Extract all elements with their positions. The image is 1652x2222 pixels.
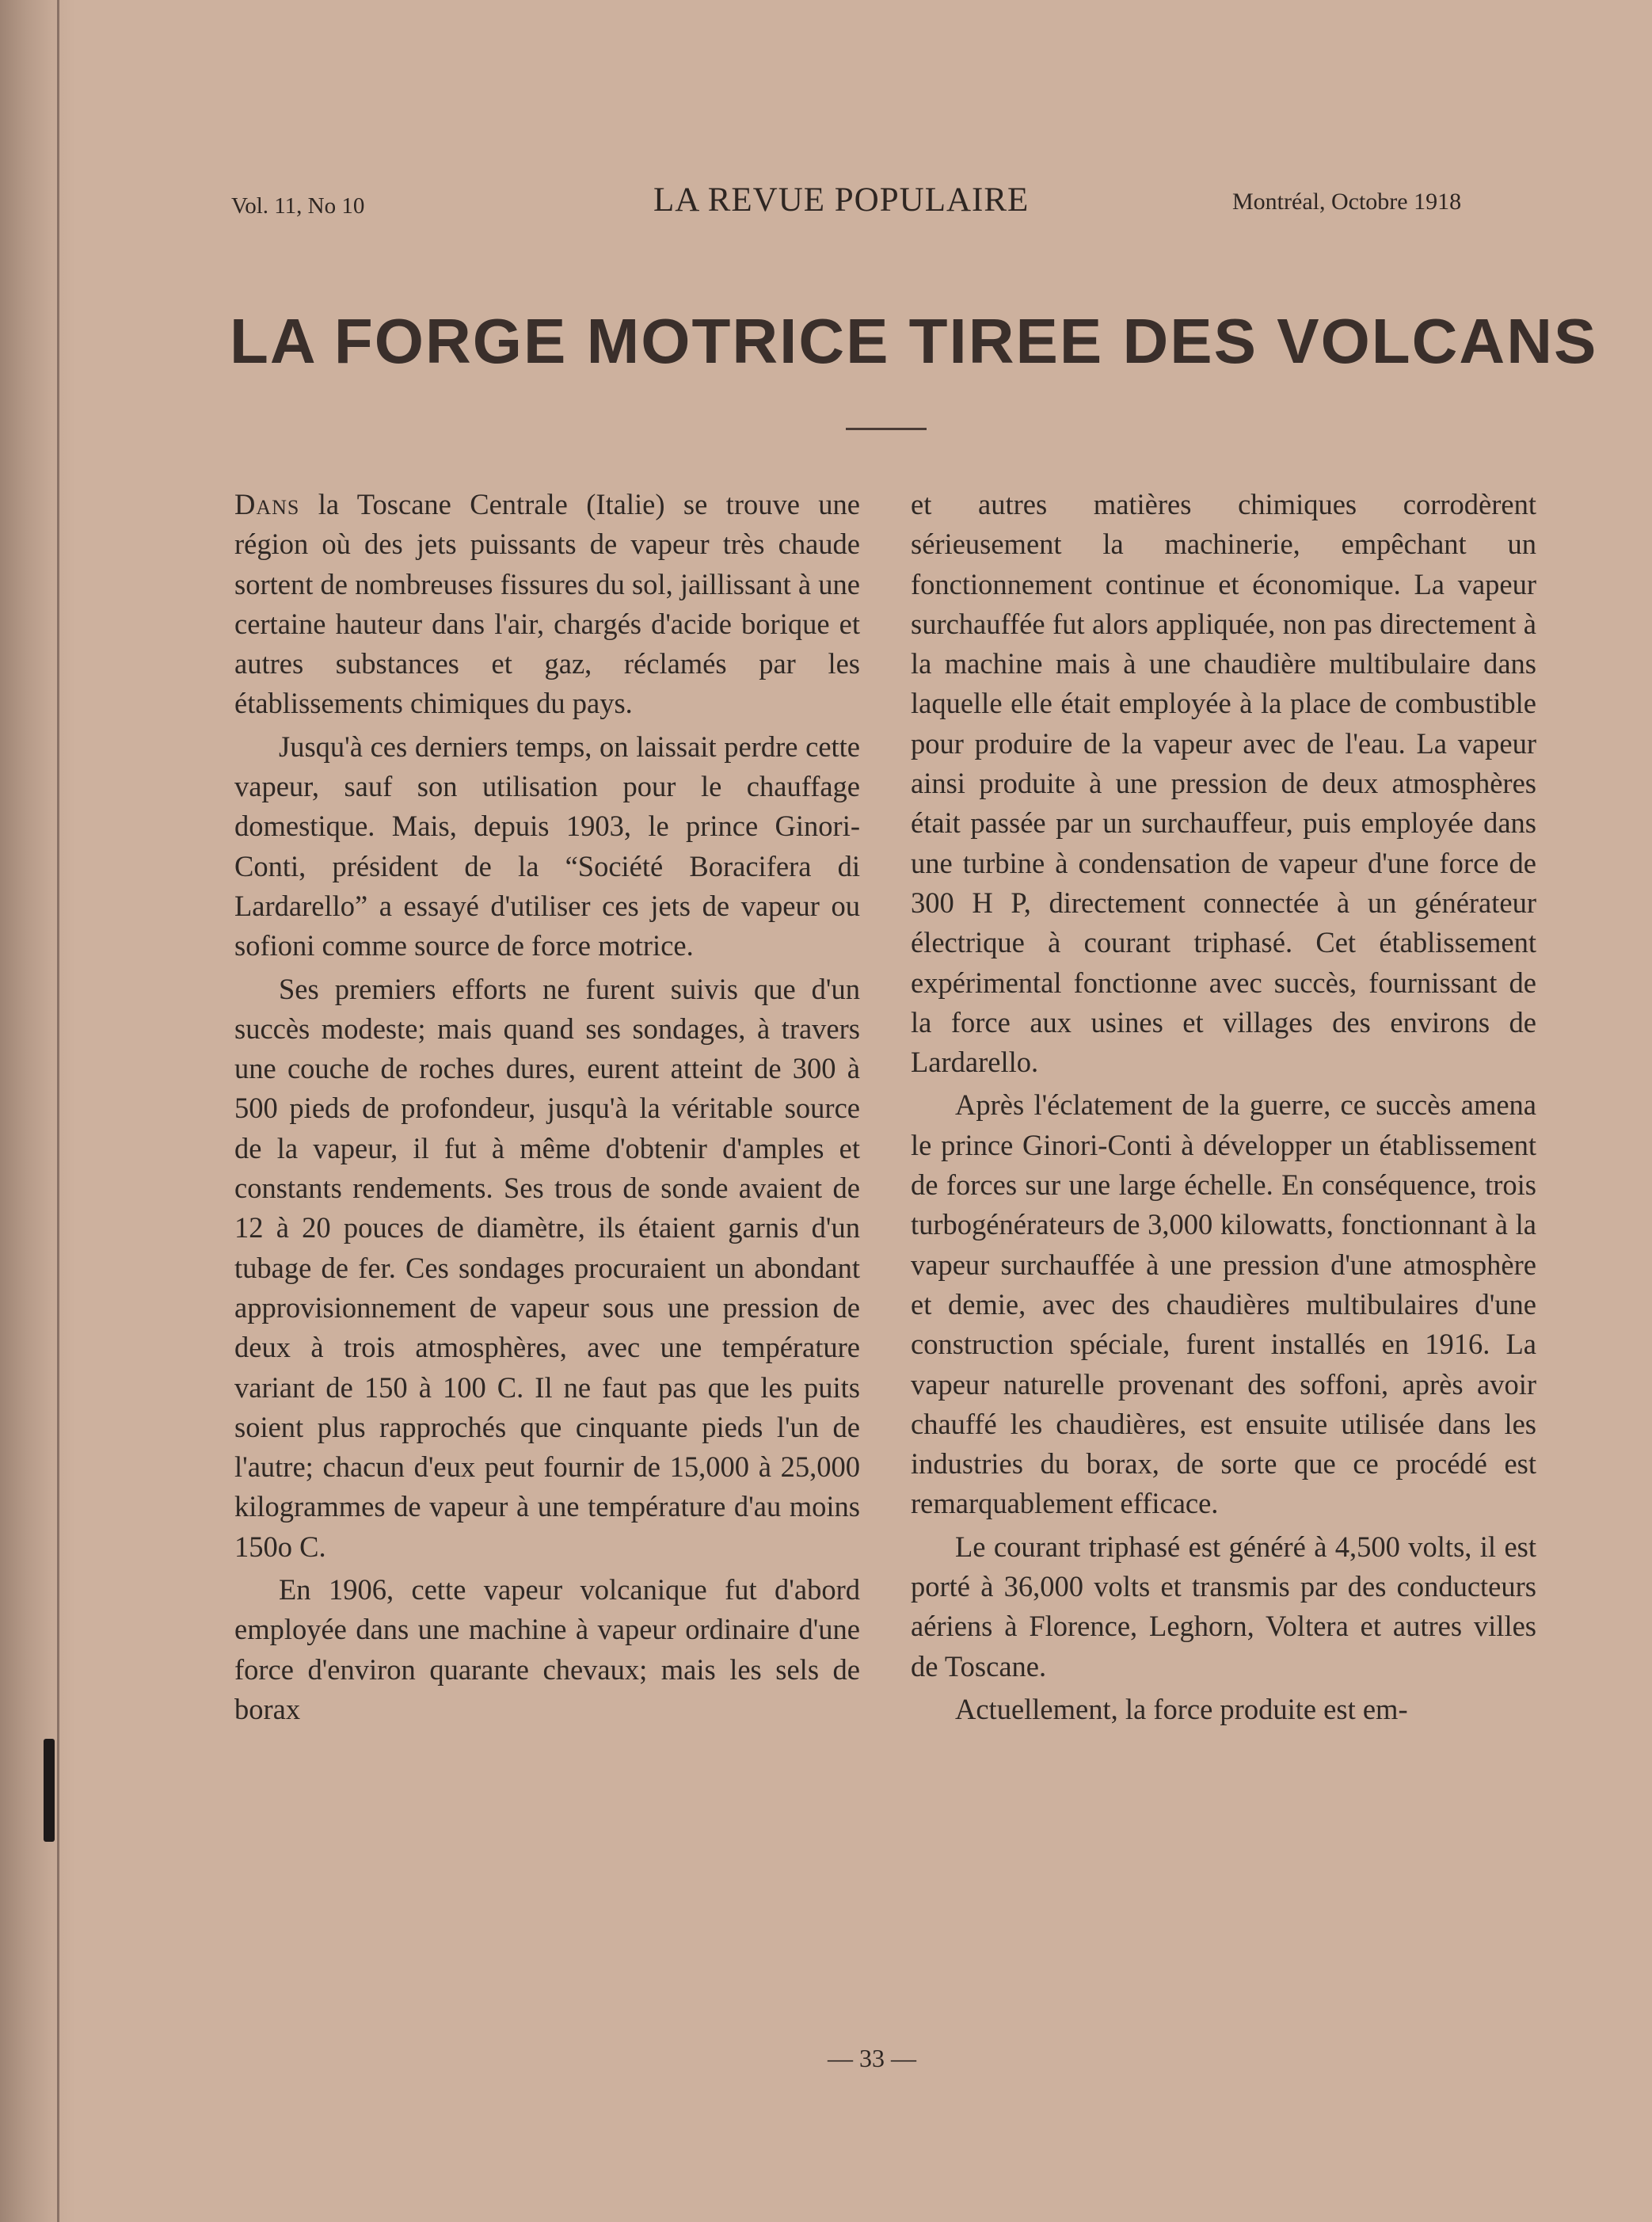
paragraph-text: la Toscane Centrale (Italie) se trouve une région où des jets puissants de vapeur très chaude sortent de nombreuses fissures du sol, jaillissant à une certaine hauteur dans l'air, chargés d'acide borique et autres substances et gaz, réclamés par les établissements chimiques du pays. [234,488,860,720]
paragraph [234,485,860,724]
left-column [234,485,860,2030]
right-column [911,485,1536,2030]
paragraph: En 1906, cette vapeur volcanique fut d'abord employée dans une machine à vapeur ordinaire d'une force d'environ quarante chevaux; mais les sels de borax [234,1573,860,1725]
opening-word: Dans [234,488,300,520]
page-binding-edge [0,0,75,2222]
title-divider [846,428,927,430]
running-header [0,181,1652,228]
paragraph: Ses premiers efforts ne furent suivis que d'un succès modeste; mais quand ses sondages, à travers une couche de roches dures, eurent atteint de 300 à 500 pieds de profondeur, jusqu'à la véritable source de la vapeur, il fut à même d'obtenir d'amples et constants rendements. Ses trous de sonde avaient de 12 à 20 pouces de diamètre, ils étaient garnis d'un tubage de fer. Ces sondages procuraient un abondant approvisionnement de vapeur sous une pression de deux à trois atmosphères, avec une température variant de 150 à 100 C. Il ne faut pas que les puits soient plus rapprochés que cinquante pieds l'un de l'autre; chacun d'eux peut fournir de 15,000 à 25,000 kilogrammes de vapeur à une température d'au moins 150o C. [234,972,860,1563]
paragraph: et autres matières chimiques corrodèrent sérieusement la machinerie, empêchant un fonctionnement continue et économique. La vapeur surchauffée fut alors appliquée, non pas directement à la machine mais à une chaudière multibulaire dans laquelle elle était employée à la place de combustible pour produire de la vapeur avec de l'eau. La vapeur ainsi produite à une pression de deux atmosphères était passée par un surchauffeur, puis employée dans une turbine à condensation de vapeur d'une force de 300 H P, directement connectée à un générateur électrique à courant triphasé. Cet établissement expérimental fonctionne avec succès, fournissant de la force aux usines et villages des environs de Lardarello. [911,488,1536,1079]
paragraph: Après l'éclatement de la guerre, ce succès amena le prince Ginori-Conti à développer un établissement de forces sur une large échelle. En conséquence, trois turbogénérateurs de 3,000 kilowatts, fonctionnant à la vapeur surchauffée à une pression d'une atmosphère et demie, avec des chaudières multibulaires d'une construction spéciale, furent installés en 1916. La vapeur naturelle provenant des soffoni, après avoir chauffé les chaudières, est ensuite utilisée dans les industries du borax, de sorte que ce procédé est remarquablement efficace. [911,1088,1536,1520]
magazine-name: LA REVUE POPULAIRE [653,181,1030,219]
binding-ink-mark [44,1739,55,1842]
volume-number: Vol. 11, No 10 [231,193,365,219]
paragraph: Jusqu'à ces derniers temps, on laissait perdre cette vapeur, sauf son utilisation pour le chauffage domestique. Mais, depuis 1903, le prince Ginori-Conti, président de la “Société Boracifera di Lardarello” a essayé d'utiliser ces jets de vapeur ou sofioni comme source de force motrice. [234,730,860,962]
page-number: — 33 — [828,2044,916,2072]
paragraph: Le courant triphasé est généré à 4,500 volts, il est porté à 36,000 volts et transmis par des conducteurs aériens à Florence, Leghorn, Voltera et autres villes de Toscane. [911,1530,1536,1683]
article-title: LA FORGE MOTRICE TIREE DES VOLCANS [230,306,1598,376]
paragraph: Actuellement, la force produite est em- [955,1692,1408,1725]
binding-spine-line [57,0,59,2222]
dateline: Montréal, Octobre 1918 [1232,189,1462,215]
